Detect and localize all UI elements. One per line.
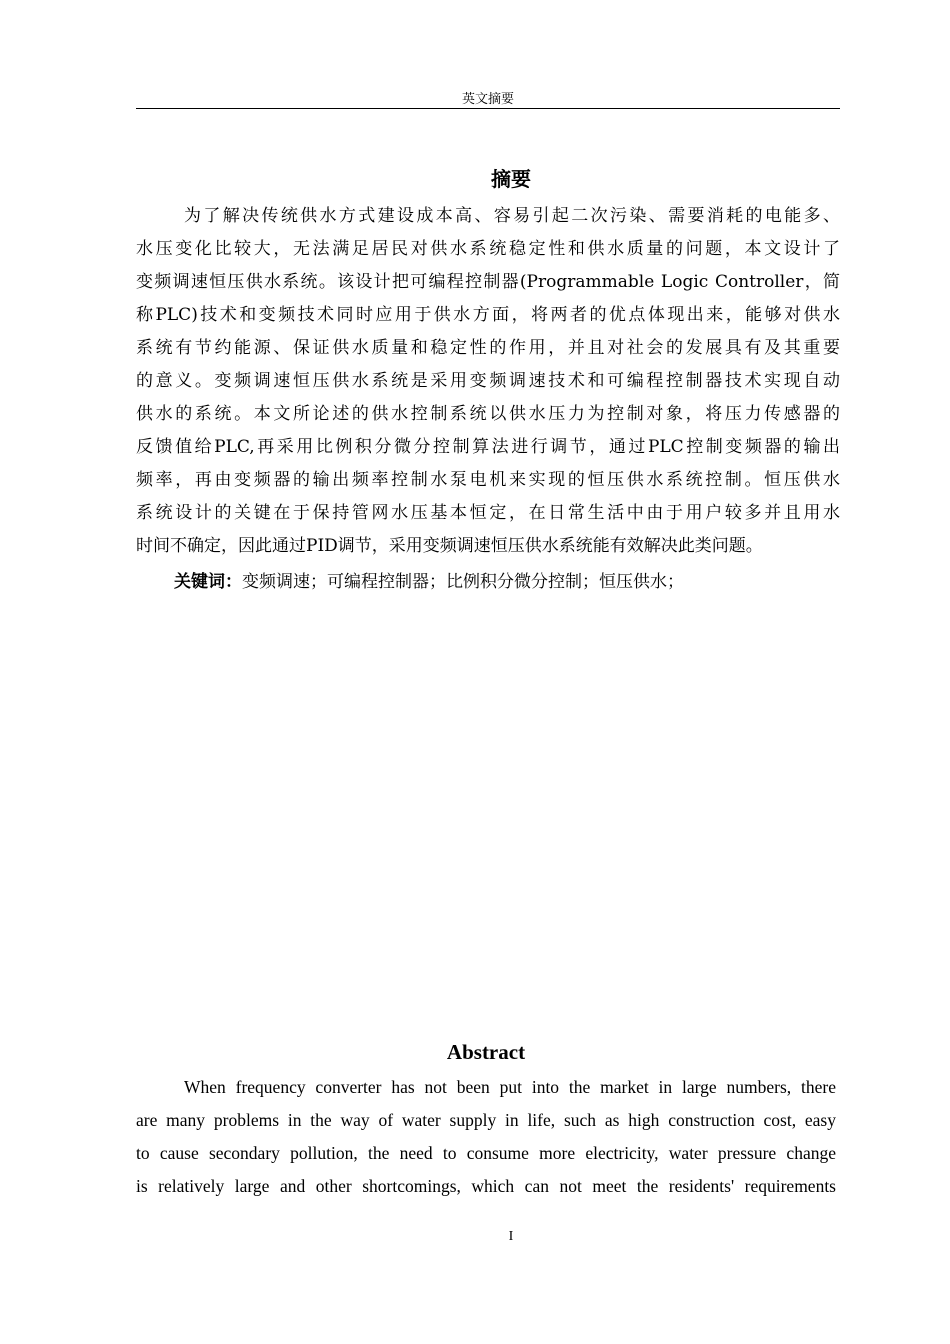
keywords-text: 变频调速；可编程控制器；比例积分微分控制；恒压供水； bbox=[242, 572, 684, 592]
chinese-abstract-title: 摘要 bbox=[491, 167, 531, 191]
keywords-line bbox=[174, 566, 840, 599]
english-abstract-title: Abstract bbox=[446, 1040, 526, 1064]
chinese-abstract-line: 时间不确定，因此通过PID调节，采用变频调速恒压供水系统能有效解决此类问题。 bbox=[136, 536, 763, 556]
chinese-abstract-line: 供水的系统。本文所论述的供水控制系统以供水压力为控制对象，将压力传感器的 bbox=[136, 404, 840, 424]
chinese-abstract-line: 称PLC)技术和变频技术同时应用于供水方面，将两者的优点体现出来，能够对供水 bbox=[136, 305, 840, 325]
chinese-abstract-line: 系统有节约能源、保证供水质量和稳定性的作用，并且对社会的发展具有及其重要 bbox=[136, 338, 840, 358]
english-abstract-line: When frequency converter has not been put into the market in large numbers, there bbox=[184, 1077, 836, 1097]
chinese-abstract-line: 为了解决传统供水方式建设成本高、容易引起二次污染、需要消耗的电能多、 bbox=[184, 206, 840, 226]
chinese-abstract-line: 的意义。变频调速恒压供水系统是采用变频调速技术和可编程控制器技术实现自动 bbox=[136, 371, 840, 391]
chinese-abstract-line: 频率，再由变频器的输出频率控制水泵电机来实现的恒压供水系统控制。恒压供水 bbox=[136, 470, 840, 490]
chinese-abstract-line: 水压变化比较大，无法满足居民对供水系统稳定性和供水质量的问题，本文设计了 bbox=[136, 239, 840, 259]
chinese-abstract-line: 系统设计的关键在于保持管网水压基本恒定，在日常生活中由于用户较多并且用水 bbox=[136, 503, 840, 523]
chinese-abstract-line: 反馈值给PLC,再采用比例积分微分控制算法进行调节，通过PLC控制变频器的输出 bbox=[136, 437, 840, 457]
chinese-abstract-line: 变频调速恒压供水系统。该设计把可编程控制器(Programmable Logic Controller，简 bbox=[136, 272, 840, 292]
header-divider bbox=[136, 108, 840, 109]
english-abstract-body bbox=[136, 1071, 836, 1203]
english-abstract-line: to cause secondary pollution, the need to consume more electricity, water pressure change bbox=[136, 1143, 836, 1163]
english-abstract-line: is relatively large and other shortcomings, which can not meet the residents' requirements bbox=[136, 1176, 836, 1196]
english-abstract-line: are many problems in the way of water supply in life, such as high construction cost, easy bbox=[136, 1110, 836, 1130]
keywords-label: 关键词： bbox=[174, 572, 242, 592]
chinese-abstract-body bbox=[136, 200, 840, 563]
page-number: I bbox=[508, 1229, 514, 1244]
running-header: 英文摘要 bbox=[461, 92, 514, 107]
